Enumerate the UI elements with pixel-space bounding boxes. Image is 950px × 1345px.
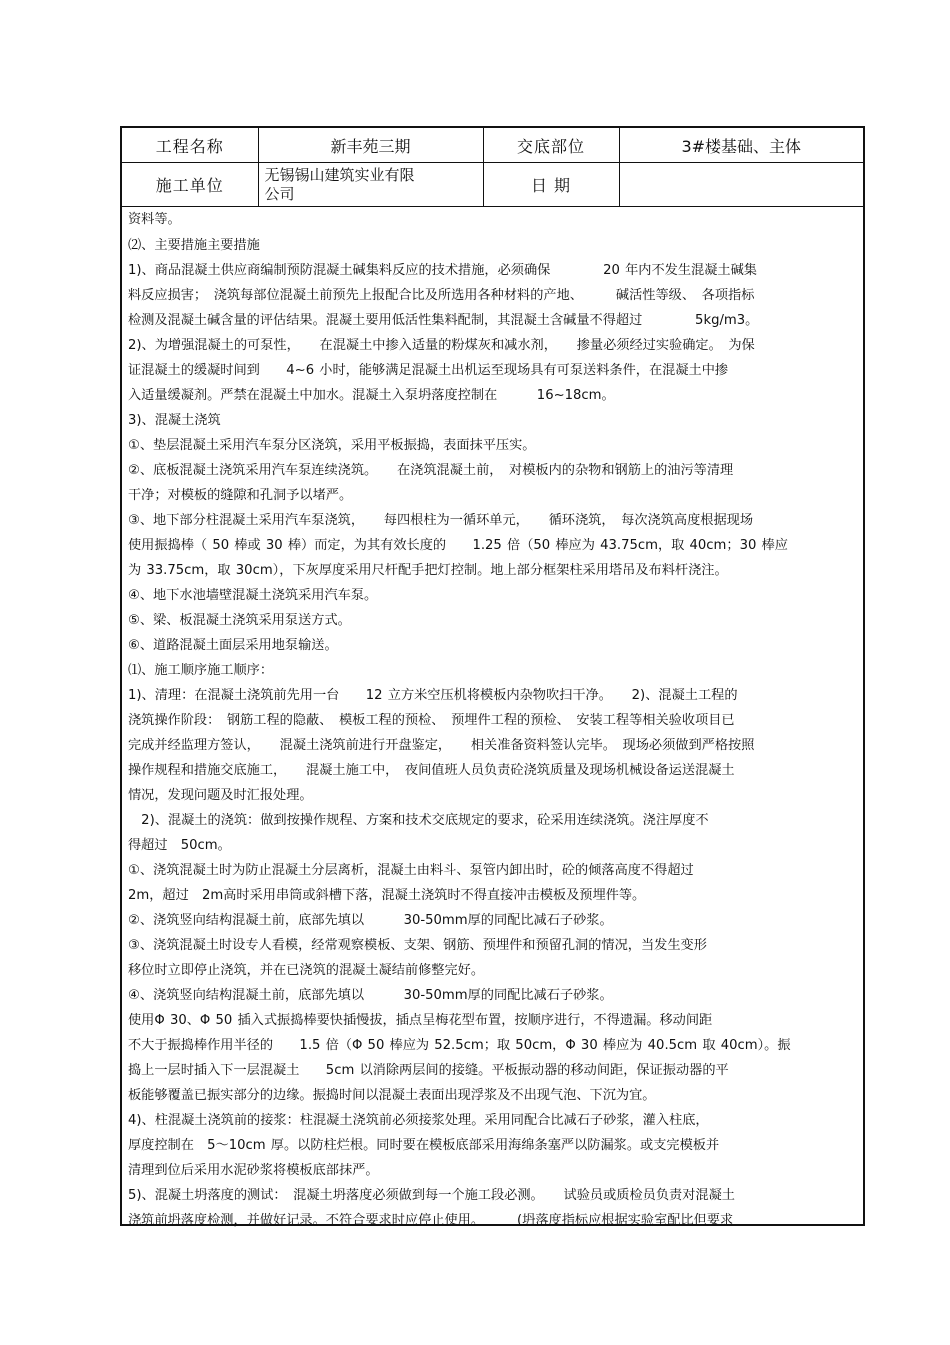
content-line: 不大于振捣棒作用半径的 1.5 倍（Φ 50 棒应为 52.5cm；取 50cm，Φ 30 棒应为 40.5cm 取 40cm）。振 (128, 1038, 791, 1053)
content-line: 资料等。 (128, 212, 181, 227)
content-line: ②、浇筑竖向结构混凝土前，底部先填以 30-50mm厚的同配比减石子砂浆。 (128, 913, 613, 928)
header-row-1 (122, 128, 863, 163)
date-value (619, 163, 863, 207)
construction-unit-value (258, 163, 483, 207)
content-line: 干净；对模板的缝隙和孔洞予以堵严。 (128, 488, 353, 503)
content-line: 移位时立即停止浇筑，并在已浇筑的混凝土凝结前修整完好。 (128, 963, 485, 978)
content-line: 为 33.75cm，取 30cm），下灰厚度采用尺杆配手把灯控制。地上部分框架柱采用塔吊及布料杆浇注。 (128, 563, 728, 578)
content-line: ①、垫层混凝土采用汽车泵分区浇筑，采用平板振捣，表面抹平压实。 (128, 438, 536, 453)
construction-unit-value-line1: 无锡锡山建筑实业有限 (264, 165, 415, 184)
content-line: 1)、清理：在混凝土浇筑前先用一台 12 立方米空压机将模板内杂物吹扫干净。 2)、混凝土工程的 (128, 688, 738, 703)
content-line: 5)、混凝土坍落度的测试： 混凝土坍落度必须做到每一个施工段必测。 试验员或质检员负责对混凝土 (128, 1188, 735, 1203)
content-line: ①、浇筑混凝土时为防止混凝土分层离析，混凝土由料斗、泵管内卸出时，砼的倾落高度不得超过 (128, 863, 694, 878)
content-line: ⑤、梁、板混凝土浇筑采用泵送方式。 (128, 613, 351, 628)
construction-unit-label: 施工单位 (122, 163, 258, 207)
content-line: 入适量缓凝剂。严禁在混凝土中加水。混凝土入泵坍落度控制在 16~18cm。 (128, 388, 615, 403)
content-line: ⑵、主要措施主要措施 (128, 238, 260, 253)
content-line: 证混凝土的缓凝时间到 4~6 小时，能够满足混凝土出机运至现场具有可泵送料条件，在混凝土中掺 (128, 363, 729, 378)
content-line: ③、地下部分柱混凝土采用汽车泵浇筑， 每四根柱为一循环单元， 循环浇筑， 每次浇筑高度根据现场 (128, 513, 754, 528)
content-line: 检测及混凝土碱含量的评估结果。混凝土要用低活性集料配制，其混凝土含碱量不得超过 5kg/m3。 (128, 313, 759, 328)
content-line: 2m，超过 2m高时采用串筒或斜槽下落，混凝土浇筑时不得直接冲击模板及预埋件等。 (128, 888, 646, 903)
handover-part-value: 3#楼基础、主体 (619, 128, 863, 163)
project-name-value: 新丰苑三期 (258, 128, 483, 163)
content-body (128, 207, 861, 1233)
content-line: 完成并经监理方签认， 混凝土浇筑前进行开盘鉴定， 相关准备资料签认完毕。 现场必须做到严格按照 (128, 738, 755, 753)
content-line: ④、地下水池墙壁混凝土浇筑采用汽车泵。 (128, 588, 378, 603)
date-label: 日 期 (483, 163, 619, 207)
content-line: 得超过 50cm。 (128, 838, 231, 853)
content-line: ④、浇筑竖向结构混凝土前，底部先填以 30-50mm厚的同配比减石子砂浆。 (128, 988, 613, 1003)
content-line: 清理到位后采用水泥砂浆将模板底部抹严。 (128, 1163, 379, 1178)
content-line: ⑥、道路混凝土面层采用地泵输送。 (128, 638, 338, 653)
content-line: 4)、柱混凝土浇筑前的接浆：柱混凝土浇筑前必须接浆处理。采用同配合比减石子砂浆，灌入柱底， (128, 1113, 709, 1128)
content-line: 2)、混凝土的浇筑：做到按操作规程、方案和技术交底规定的要求，砼采用连续浇筑。浇注厚度不 (128, 813, 709, 828)
content-line: 3)、混凝土浇筑 (128, 413, 221, 428)
handover-part-label: 交底部位 (483, 128, 619, 163)
content-line: 使用Φ 30、Φ 50 插入式振捣棒要快插慢拔，插点呈梅花型布置，按顺序进行，不得遗漏。移动间距 (128, 1013, 713, 1028)
project-name-label: 工程名称 (122, 128, 258, 163)
content-line: 1)、商品混凝土供应商编制预防混凝土碱集料反应的技术措施，必须确保 20 年内不发生混凝土碱集 (128, 263, 757, 278)
content-line: 料反应损害； 浇筑每部位混凝土前预先上报配合比及所选用各种材料的产地、 碱活性等级、 各项指标 (128, 288, 755, 303)
content-line: ③、浇筑混凝土时设专人看模，经常观察模板、支架、钢筋、预埋件和预留孔洞的情况，当发生变形 (128, 938, 707, 953)
header-table (122, 128, 863, 207)
content-line: ②、底板混凝土浇筑采用汽车泵连续浇筑。 在浇筑混凝土前， 对模板内的杂物和钢筋上的油污等清理 (128, 463, 734, 478)
content-line: 厚度控制在 5～10cm 厚。以防柱烂根。同时要在模板底部采用海绵条塞严以防漏浆。或支完模板并 (128, 1138, 720, 1153)
content-line: 操作规程和措施交底施工， 混凝土施工中， 夜间值班人员负责砼浇筑质量及现场机械设备运送混凝土 (128, 763, 735, 778)
content-line: ⑴、施工顺序施工顺序： (128, 663, 274, 678)
content-line: 浇筑前坍落度检测，并做好记录。不符合要求时应停止使用。 (坍落度指标应根据实验室配比但要求 (128, 1213, 734, 1228)
construction-unit-value-line2: 公司 (264, 184, 295, 203)
content-line: 情况，发现问题及时汇报处理。 (128, 788, 313, 803)
content-line: 浇筑操作阶段： 钢筋工程的隐蔽、 模板工程的预检、 预埋件工程的预检、 安装工程等相关验收项目已 (128, 713, 735, 728)
content-line: 使用振捣棒（ 50 棒或 30 棒）而定，为其有效长度的 1.25 倍（50 棒应为 43.75cm，取 40cm；30 棒应 (128, 538, 788, 553)
content-line: 板能够覆盖已振实部分的边缘。振捣时间以混凝土表面出现浮浆及不出现气泡、下沉为宜。 (128, 1088, 656, 1103)
content-line: 2)、为增强混凝土的可泵性， 在混凝土中掺入适量的粉煤灰和减水剂， 掺量必须经过实验确定。 为保 (128, 338, 755, 353)
header-row-2 (122, 163, 863, 207)
content-line: 捣上一层时插入下一层混凝土 5cm 以消除两层间的接缝。平板振动器的移动间距，保证振动器的平 (128, 1063, 729, 1078)
handover-sheet (120, 126, 865, 1226)
